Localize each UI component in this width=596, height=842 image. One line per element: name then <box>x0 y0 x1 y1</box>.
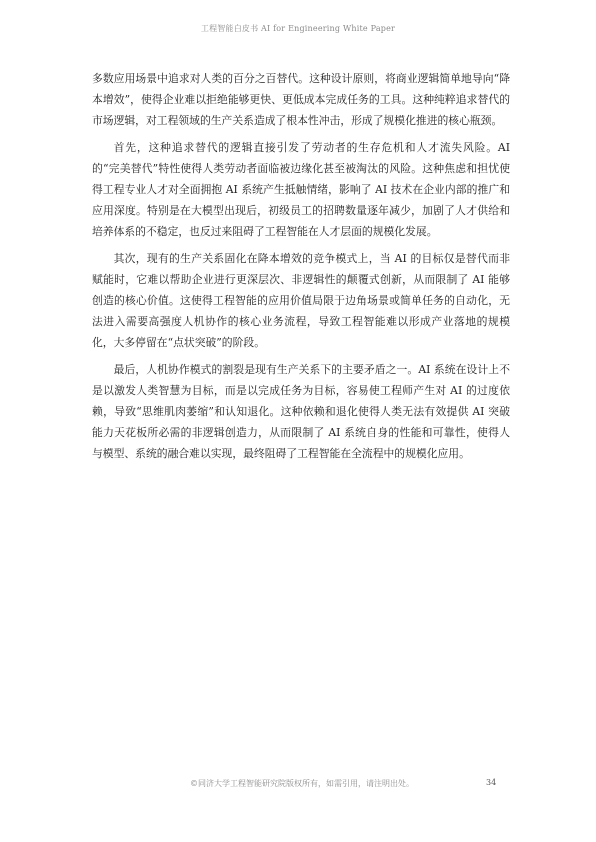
paragraph-first: 首先，这种追求替代的逻辑直接引发了劳动者的生存危机和人才流失风险。AI 的“完美替代”特性使得人类劳动者面临被边缘化甚至被淘汰的风险。这种焦虑和担忧使得工程专业人才对全面拥抱 AI 系统产生抵触情绪，影响了 AI 技术在企业内部的推广和应用深度。特别是在大模型出现后，初级员工的招聘数量逐年减少，加剧了人才供给和培养体系的不稳定，也反过来阻碍了工程智能在人才层面的规模化发展。 <box>92 141 510 238</box>
paragraph-continued: 多数应用场景中追求对人类的百分之百替代。这种设计原则，将商业逻辑简单地导向“降本增效”，使得企业难以拒绝能够更快、更低成本完成任务的工具。这种纯粹追求替代的市场逻辑，对工程领域的生产关系造成了根本性冲击，形成了规模化推进的核心瓶颈。 <box>92 72 510 127</box>
paragraph-last: 最后，人机协作模式的割裂是现有生产关系下的主要矛盾之一。AI 系统在设计上不是以激发人类智慧为目标，而是以完成任务为目标，容易使工程师产生对 AI 的过度依赖，导致“思维肌肉萎缩”和认知退化。这种依赖和退化使得人类无法有效提供 AI 突破能力天花板所必需的非逻辑创造力，从而限制了 AI 系统自身的性能和可靠性，使得人与模型、系统的融合难以实现，最终阻碍了工程智能在全流程中的规模化应用。 <box>92 363 510 460</box>
copyright-notice: ©同济大学工程智能研究院版权所有，如需引用，请注明出处。 <box>190 779 414 788</box>
running-header: 工程智能白皮书 AI for Engineering White Paper <box>200 24 396 33</box>
paragraph-second: 其次，现有的生产关系固化在降本增效的竞争模式上，当 AI 的目标仅是替代而非赋能时，它难以帮助企业进行更深层次、非逻辑性的颠覆式创新，从而限制了 AI 能够创造的核心价值。这使得工程智能的应用价值局限于边角场景或简单任务的自动化，无法进入需要高强度人机协作的核心业务流程，导致工程智能难以形成产业落地的规模化，大多停留在“点状突破”的阶段。 <box>92 252 510 349</box>
body-text <box>92 68 510 470</box>
page-number: 34 <box>486 778 497 787</box>
